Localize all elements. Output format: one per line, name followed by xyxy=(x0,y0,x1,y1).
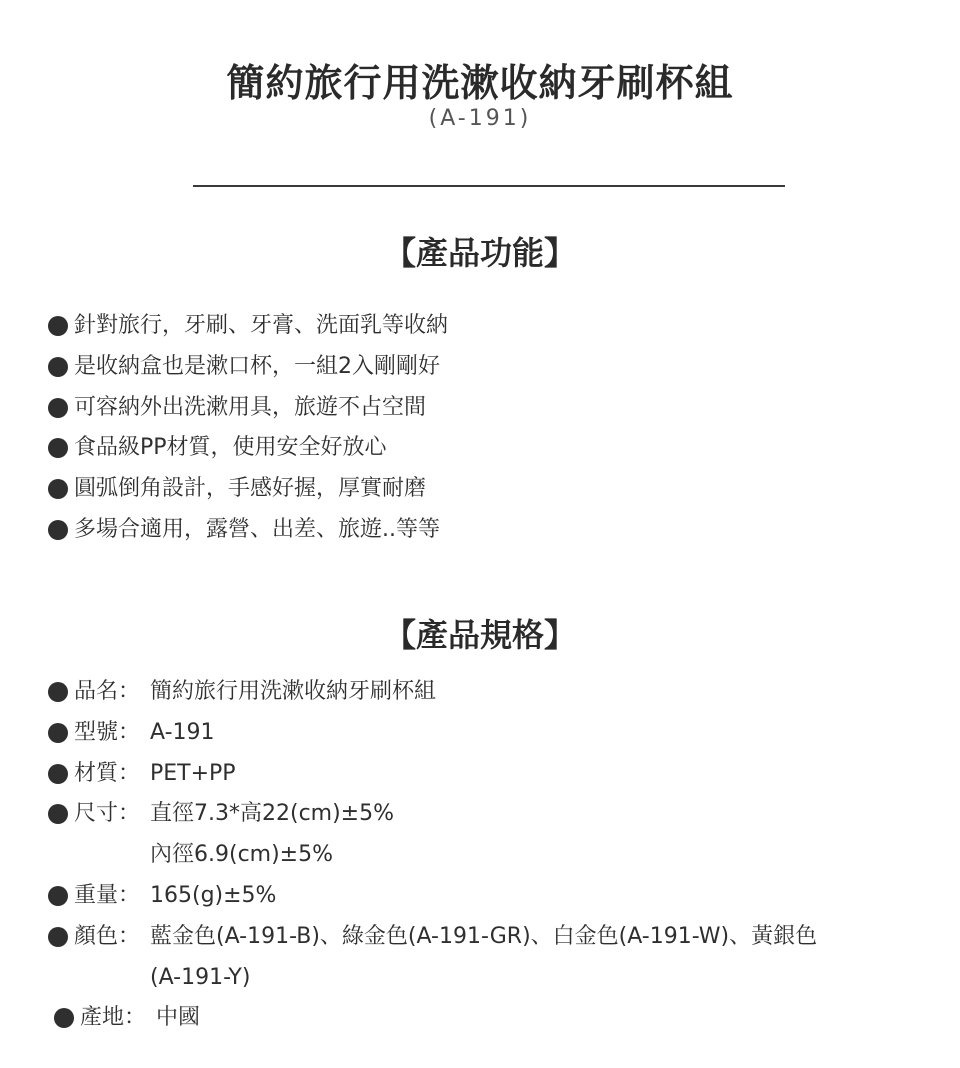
bullet-icon xyxy=(48,438,68,458)
feature-item xyxy=(48,510,448,551)
spec-item-weight xyxy=(48,876,817,917)
spec-label: 顏色： xyxy=(74,923,141,949)
spec-label: 尺寸： xyxy=(74,801,141,827)
spec-item-material xyxy=(48,754,817,795)
bullet-icon xyxy=(48,764,68,784)
specs-list xyxy=(48,672,817,1039)
bullet-icon xyxy=(48,886,68,906)
feature-item xyxy=(48,469,448,510)
feature-text: 針對旅行，牙刷、牙膏、洗面乳等收納 xyxy=(74,313,449,338)
bullet-icon xyxy=(48,723,68,743)
spec-value: 簡約旅行用洗漱收納牙刷杯組 xyxy=(150,679,437,704)
spec-value: 直徑7.3*高22(cm)±5% xyxy=(150,801,395,827)
spec-value: 內徑6.9(cm)±5% xyxy=(150,842,334,868)
bullet-icon xyxy=(48,398,68,418)
feature-text: 可容納外出洗漱用具，旅遊不占空間 xyxy=(74,394,427,420)
specs-heading: 【產品規格】 xyxy=(383,616,576,654)
spec-value: A-191 xyxy=(150,719,215,745)
spec-label: 型號： xyxy=(74,719,141,745)
feature-text: 是收納盒也是漱口杯，一組2入剛剛好 xyxy=(74,353,440,379)
divider xyxy=(193,185,785,187)
spec-item-model xyxy=(48,713,817,754)
feature-item xyxy=(48,388,448,429)
spec-item-name xyxy=(48,672,817,713)
bullet-icon xyxy=(48,357,68,377)
spec-value: 中國 xyxy=(156,1005,201,1031)
bullet-icon xyxy=(48,316,68,336)
bullet-icon xyxy=(48,520,68,540)
features-list xyxy=(48,306,448,551)
bullet-icon xyxy=(48,682,68,702)
feature-text: 食品級PP材質，使用安全好放心 xyxy=(74,435,387,461)
feature-item xyxy=(48,428,448,469)
spec-label: 材質： xyxy=(74,760,141,786)
bullet-icon xyxy=(48,804,68,824)
feature-item xyxy=(48,347,448,388)
spec-value: 藍金色(A-191-B)、綠金色(A-191-GR)、白金色(A-191-W)、黃銀色 xyxy=(150,923,818,949)
feature-item xyxy=(48,306,448,347)
spec-value: PET+PP xyxy=(150,760,236,786)
feature-text: 多場合適用，露營、出差、旅遊..等等 xyxy=(74,516,440,542)
spec-value: 165(g)±5% xyxy=(150,882,277,908)
spec-label: 重量： xyxy=(74,882,141,908)
bullet-icon xyxy=(48,479,68,499)
bullet-icon xyxy=(54,1008,74,1028)
feature-text: 圓弧倒角設計，手感好握，厚實耐磨 xyxy=(74,476,427,502)
bullet-icon xyxy=(48,927,68,947)
spec-item-origin xyxy=(54,998,817,1039)
features-heading: 【產品功能】 xyxy=(383,234,576,272)
spec-label: 產地： xyxy=(80,1005,147,1031)
spec-value: (A-191-Y) xyxy=(150,964,251,990)
spec-item-size xyxy=(48,794,817,876)
spec-label: 品名： xyxy=(74,679,141,704)
product-title: 簡約旅行用洗漱收納牙刷杯組 xyxy=(226,61,734,105)
model-number: (A-191) xyxy=(428,106,532,131)
spec-item-color xyxy=(48,917,817,999)
